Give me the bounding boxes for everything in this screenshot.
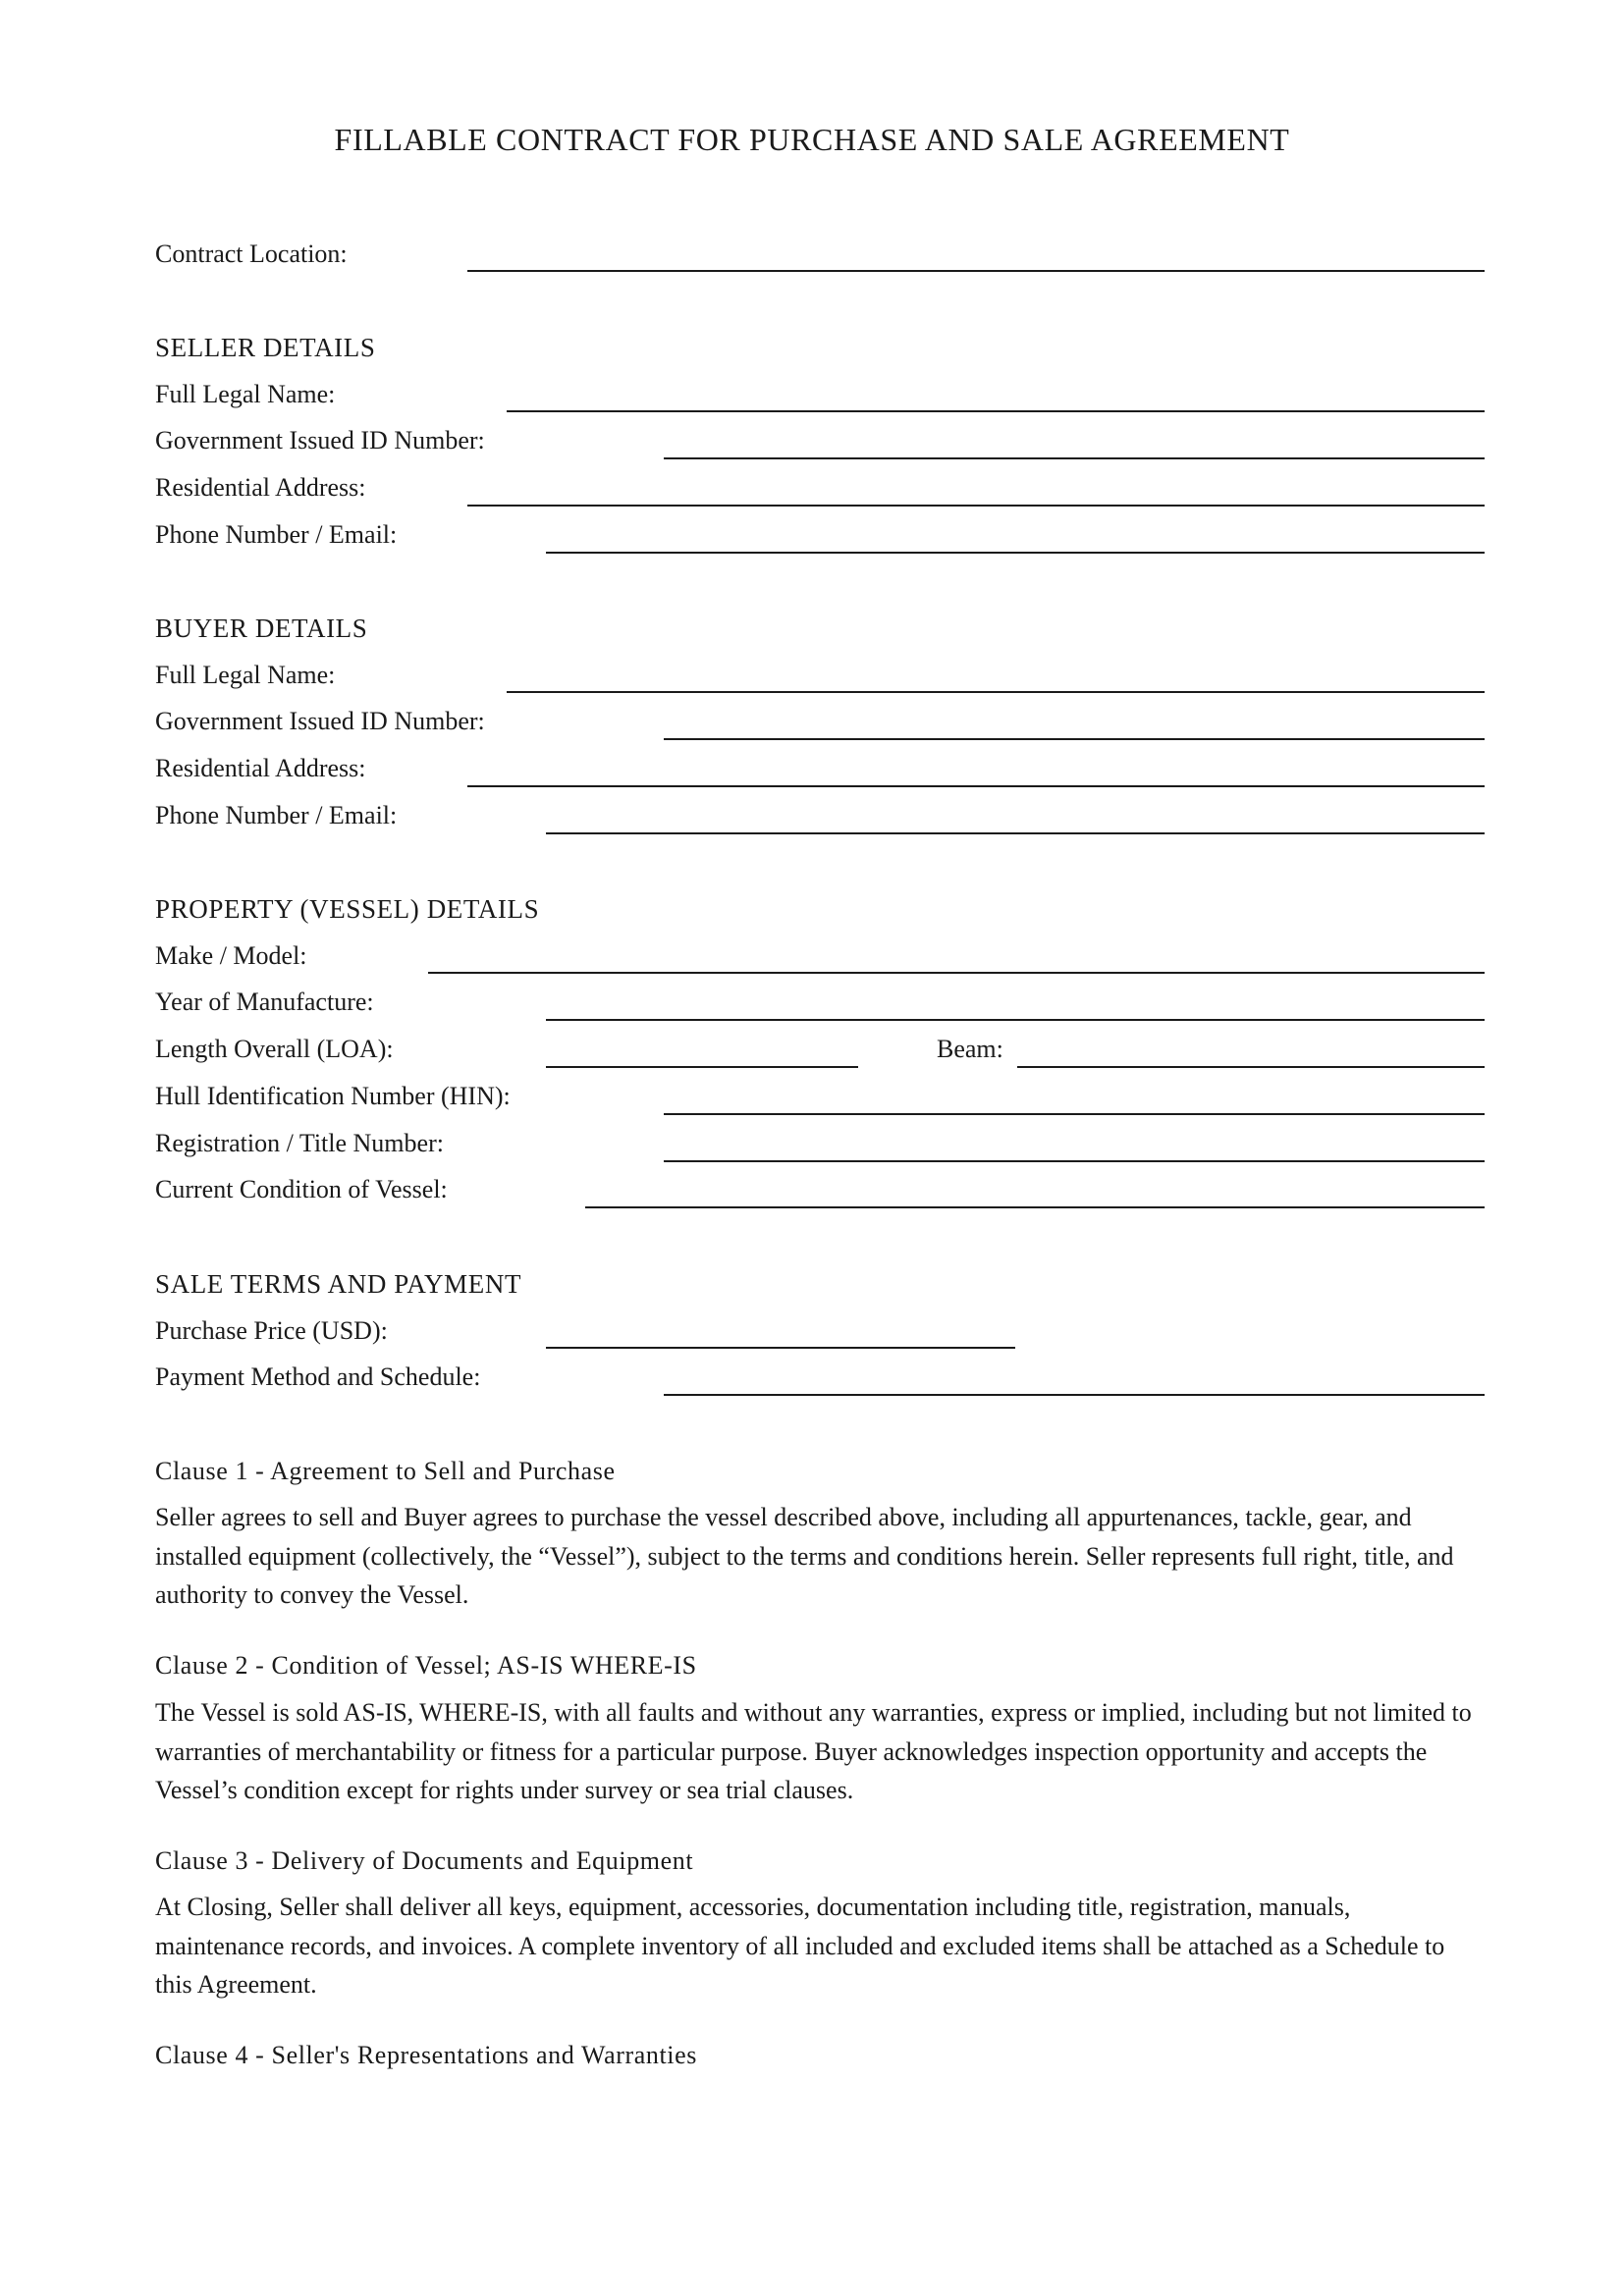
vessel-hin-field[interactable] (664, 1113, 1485, 1115)
buyer-contact-field[interactable] (546, 832, 1485, 834)
contract-location-field[interactable] (467, 270, 1485, 272)
seller-name-field[interactable] (507, 410, 1485, 412)
vessel-condition-label: Current Condition of Vessel: (155, 1175, 448, 1203)
seller-contact-label: Phone Number / Email: (155, 520, 398, 549)
vessel-year-label: Year of Manufacture: (155, 988, 374, 1016)
buyer-address-label: Residential Address: (155, 754, 366, 782)
seller-contact-field[interactable] (546, 552, 1485, 554)
vessel-loa-label: Length Overall (LOA): (155, 1035, 394, 1063)
seller-address-field[interactable] (467, 505, 1485, 507)
seller-name-label: Full Legal Name: (155, 380, 336, 408)
clause-1-heading: Clause 1 - Agreement to Sell and Purchase (155, 1457, 616, 1485)
vessel-registration-label: Registration / Title Number: (155, 1129, 444, 1157)
vessel-make-label: Make / Model: (155, 941, 307, 970)
payment-method-field[interactable] (664, 1394, 1485, 1396)
buyer-name-field[interactable] (507, 691, 1485, 693)
contract-location-label: Contract Location: (155, 240, 348, 268)
clause-3-body: At Closing, Seller shall deliver all keys, equipment, accessories, documentation including title, registration, manuals, maintenance records, and invoices. A complete inventory of all included and excluded items shall be attached as a Schedule to this Agreement. (155, 1893, 1445, 1999)
buyer-details-heading: BUYER DETAILS (155, 614, 368, 643)
vessel-beam-label: Beam: (937, 1035, 1003, 1063)
vessel-make-field[interactable] (428, 972, 1485, 974)
vessel-year-field[interactable] (546, 1019, 1485, 1021)
vessel-condition-field[interactable] (585, 1206, 1485, 1208)
vessel-details-heading: PROPERTY (VESSEL) DETAILS (155, 894, 540, 924)
payment-method-label: Payment Method and Schedule: (155, 1362, 481, 1391)
seller-id-label: Government Issued ID Number: (155, 426, 485, 454)
clause-2-body: The Vessel is sold AS-IS, WHERE-IS, with all faults and without any warranties, express or implied, including but not limited to warranties of merchantability or fitness for a particular purpose. Buyer acknowledges inspection opportunity and accepts the Vessel’s condition except for rights under survey or sea trial clauses. (155, 1698, 1472, 1804)
buyer-address-field[interactable] (467, 785, 1485, 787)
clause-4-heading: Clause 4 - Seller's Representations and Warranties (155, 2041, 697, 2069)
clause-2-heading: Clause 2 - Condition of Vessel; AS-IS WHERE-IS (155, 1651, 697, 1680)
vessel-hin-label: Hull Identification Number (HIN): (155, 1082, 511, 1110)
vessel-registration-field[interactable] (664, 1160, 1485, 1162)
buyer-name-label: Full Legal Name: (155, 661, 336, 689)
buyer-id-field[interactable] (664, 738, 1485, 740)
clause-3-heading: Clause 3 - Delivery of Documents and Equipment (155, 1846, 694, 1875)
seller-details-heading: SELLER DETAILS (155, 333, 376, 362)
buyer-contact-label: Phone Number / Email: (155, 801, 398, 829)
purchase-price-label: Purchase Price (USD): (155, 1316, 388, 1345)
clause-1-body: Seller agrees to sell and Buyer agrees to purchase the vessel described above, including all appurtenances, tackle, gear, and installed equipment (collectively, the “Vessel”), subject to the terms and conditions herein. Seller represents full right, title, and authority to convey the Vessel. (155, 1503, 1454, 1609)
vessel-loa-field[interactable] (546, 1066, 858, 1068)
buyer-id-label: Government Issued ID Number: (155, 707, 485, 735)
vessel-beam-field[interactable] (1017, 1066, 1485, 1068)
page-title: FILLABLE CONTRACT FOR PURCHASE AND SALE AGREEMENT (334, 122, 1290, 157)
purchase-price-field[interactable] (546, 1347, 1015, 1349)
seller-address-label: Residential Address: (155, 473, 366, 502)
sale-terms-heading: SALE TERMS AND PAYMENT (155, 1269, 522, 1299)
seller-id-field[interactable] (664, 457, 1485, 459)
